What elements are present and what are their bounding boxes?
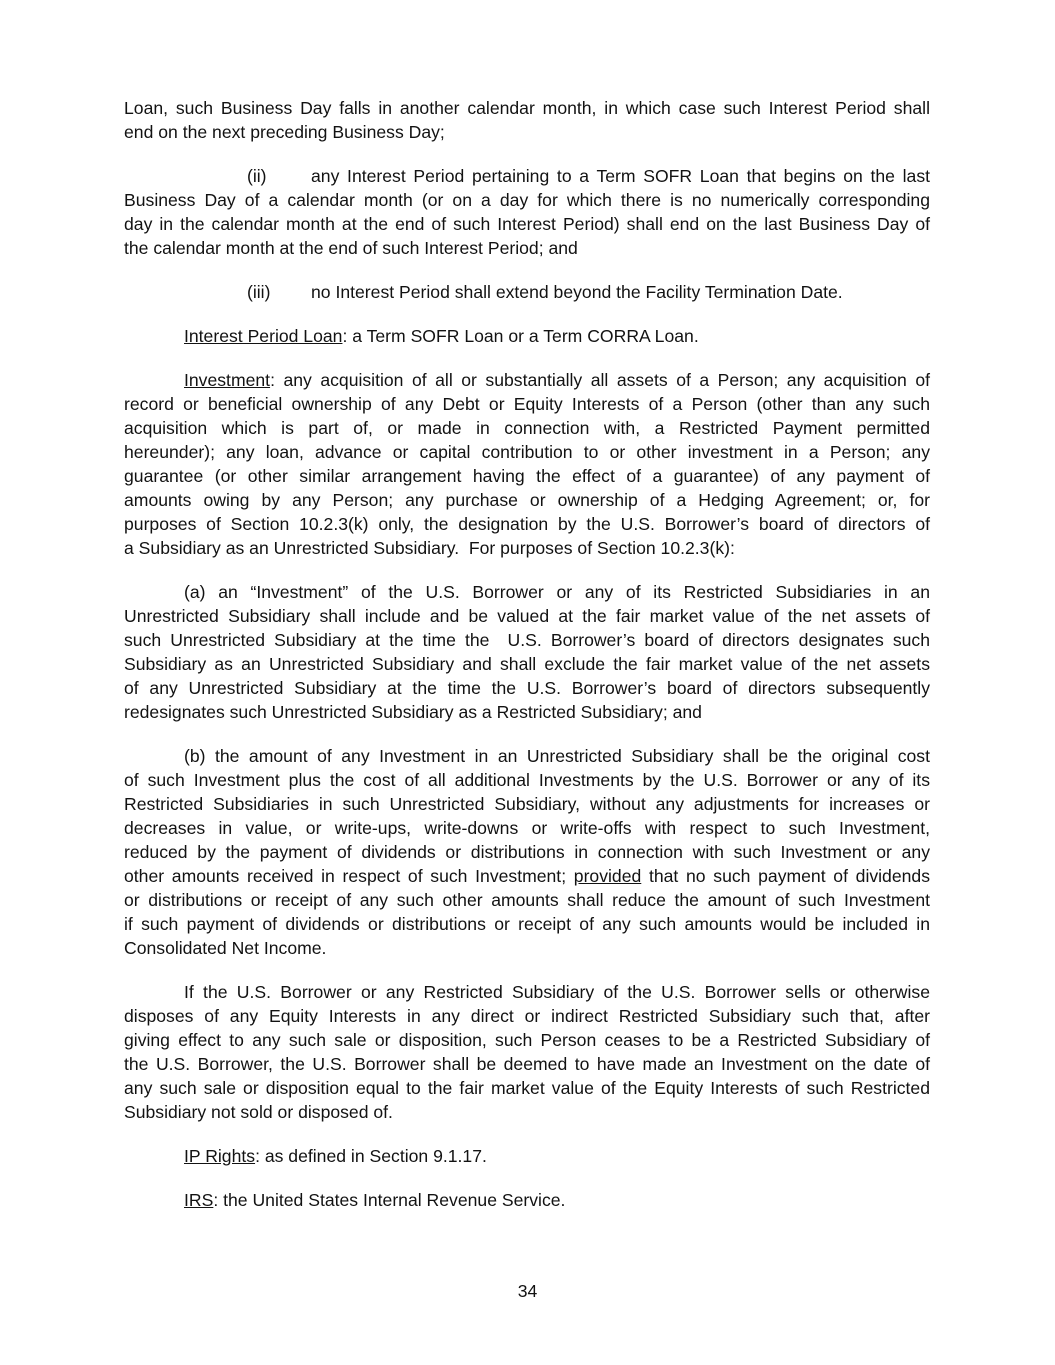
definition-irs xyxy=(124,1188,930,1212)
defined-term: IP Rights xyxy=(184,1146,256,1166)
text-line: hereunder); any loan, advance or capital contribution to or other investment in a Person; any xyxy=(124,442,930,462)
defined-term: IRS xyxy=(184,1190,214,1210)
clause-ii xyxy=(124,164,930,260)
clause-iii xyxy=(124,280,930,304)
paragraph-interest-period-continuation xyxy=(124,96,930,144)
text-line: If the U.S. Borrower or any Restricted Subsidiary of the U.S. Borrower sells or otherwise xyxy=(184,982,930,1002)
clause-marker: (ii) xyxy=(247,166,267,186)
text-line: giving effect to any such sale or disposition, such Person ceases to be a Restricted Subsidiary of xyxy=(124,1030,930,1050)
text-line: Restricted Subsidiaries in such Unrestricted Subsidiary, without any adjustments for increases or xyxy=(124,794,930,814)
text-line xyxy=(124,164,930,188)
clause-text: that no such payment of dividends xyxy=(641,866,930,886)
text-line: end on the next preceding Business Day; xyxy=(124,122,445,142)
text-line: decreases in value, or write-ups, write-downs or write-offs with respect to such Investment, xyxy=(124,818,930,838)
definition-text: : a Term SOFR Loan or a Term CORRA Loan. xyxy=(342,326,699,346)
text-line: a Subsidiary as an Unrestricted Subsidiary. For purposes of Section 10.2.3(k): xyxy=(124,538,735,558)
text-line: day in the calendar month at the end of such Interest Period) shall end on the last Business Day of xyxy=(124,214,930,234)
text-line: the calendar month at the end of such Interest Period; and xyxy=(124,238,578,258)
text-line: any such sale or disposition equal to the fair market value of the Equity Interests of such Restricted xyxy=(124,1078,930,1098)
text-line xyxy=(124,864,930,888)
text-line: the U.S. Borrower, the U.S. Borrower shall be deemed to have made an Investment on the date of xyxy=(124,1054,930,1074)
text-line: of such Investment plus the cost of all additional Investments by the U.S. Borrower or any of its xyxy=(124,770,930,790)
page-body xyxy=(124,96,930,1212)
clause-text: other amounts received in respect of such Investment; xyxy=(124,866,574,886)
text-line: (b) the amount of any Investment in an Unrestricted Subsidiary shall be the original cost xyxy=(184,746,930,766)
text-line: purposes of Section 10.2.3(k) only, the designation by the U.S. Borrower’s board of directors of xyxy=(124,514,930,534)
clause-b xyxy=(124,744,930,960)
text-line: if such payment of dividends or distributions or receipt of any such amounts would be included in xyxy=(124,914,930,934)
definition-text: : as defined in Section 9.1.17. xyxy=(255,1146,487,1166)
text-line: guarantee (or other similar arrangement having the effect of a guarantee) of any payment of xyxy=(124,466,930,486)
proviso-term: provided xyxy=(573,866,642,886)
clause-marker: (iii) xyxy=(247,282,271,302)
text-line xyxy=(124,1144,930,1168)
text-line: of any Unrestricted Subsidiary at the time the U.S. Borrower’s board of directors subsequently xyxy=(124,678,930,698)
text-line: Consolidated Net Income. xyxy=(124,938,327,958)
text-line: (a) an “Investment” of the U.S. Borrower or any of its Restricted Subsidiaries in an xyxy=(184,582,930,602)
text-line xyxy=(124,280,930,304)
text-line: amounts owing by any Person; any purchase or ownership of a Hedging Agreement; or, for xyxy=(124,490,930,510)
text-line: disposes of any Equity Interests in any direct or indirect Restricted Subsidiary such that, after xyxy=(124,1006,930,1026)
definition-text: : the United States Internal Revenue Service. xyxy=(213,1190,566,1210)
clause-text: no Interest Period shall extend beyond the Facility Termination Date. xyxy=(311,282,843,302)
text-line: reduced by the payment of dividends or distributions in connection with such Investment or any xyxy=(124,842,930,862)
text-line xyxy=(124,1188,930,1212)
text-line: Loan, such Business Day falls in another calendar month, in which case such Interest Period shall xyxy=(124,98,930,118)
definition-text: : any acquisition of all or substantially all assets of a Person; any acquisition of xyxy=(270,370,930,390)
clause-a xyxy=(124,580,930,724)
text-line: Subsidiary not sold or disposed of. xyxy=(124,1102,393,1122)
text-line: Business Day of a calendar month (or on a day for which there is no numerically corresponding xyxy=(124,190,930,210)
text-line: record or beneficial ownership of any Debt or Equity Interests of a Person (other than any such xyxy=(124,394,930,414)
clause-text: any Interest Period pertaining to a Term SOFR Loan that begins on the last xyxy=(311,166,930,186)
text-line xyxy=(124,368,930,392)
definition-interest-period-loan xyxy=(124,324,930,348)
text-line: Unrestricted Subsidiary shall include and be valued at the fair market value of the net assets of xyxy=(124,606,930,626)
definition-investment xyxy=(124,368,930,560)
defined-term: Interest Period Loan xyxy=(184,326,343,346)
text-line: acquisition which is part of, or made in connection with, a Restricted Payment permitted xyxy=(124,418,930,438)
defined-term: Investment xyxy=(184,370,271,390)
page-number: 34 xyxy=(517,1281,538,1301)
text-line: such Unrestricted Subsidiary at the time the U.S. Borrower’s board of directors designates such xyxy=(124,630,930,650)
text-line: Subsidiary as an Unrestricted Subsidiary and shall exclude the fair market value of the net assets xyxy=(124,654,930,674)
text-line: or distributions or receipt of any such other amounts shall reduce the amount of such Investment xyxy=(124,890,930,910)
text-line xyxy=(124,324,930,348)
text-line: redesignates such Unrestricted Subsidiary as a Restricted Subsidiary; and xyxy=(124,702,702,722)
paragraph-deemed-investment xyxy=(124,980,930,1124)
definition-ip-rights xyxy=(124,1144,930,1168)
